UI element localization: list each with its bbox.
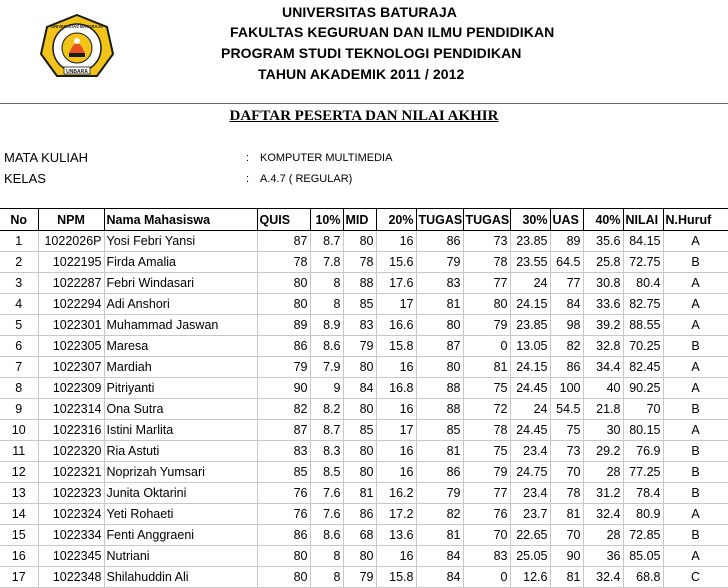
cell-nilai: 78.4: [623, 483, 663, 504]
cell-no: 11: [0, 441, 38, 462]
cell-quis-pct: 8.6: [310, 525, 343, 546]
col-header-mid-pct: 20%: [376, 209, 416, 231]
cell-nhuruf: A: [663, 420, 728, 441]
col-header-uas-pct: 40%: [583, 209, 623, 231]
cell-mid: 86: [343, 504, 376, 525]
cell-quis-pct: 7.8: [310, 252, 343, 273]
cell-quis-pct: 8.7: [310, 420, 343, 441]
cell-mid-pct: 15.8: [376, 567, 416, 588]
cell-nama: Mardiah: [104, 357, 257, 378]
cell-tugas-1: 81: [416, 441, 463, 462]
cell-quis-pct: 8.7: [310, 231, 343, 252]
cell-npm: 1022314: [38, 399, 104, 420]
cell-tugas-pct: 23.55: [510, 252, 550, 273]
cell-mid-pct: 16: [376, 441, 416, 462]
cell-mid-pct: 13.6: [376, 525, 416, 546]
cell-mid-pct: 16: [376, 462, 416, 483]
cell-no: 1: [0, 231, 38, 252]
cell-nhuruf: A: [663, 273, 728, 294]
cell-nhuruf: B: [663, 336, 728, 357]
cell-quis: 76: [257, 483, 310, 504]
cell-uas-pct: 29.2: [583, 441, 623, 462]
cell-uas: 100: [550, 378, 583, 399]
grades-table: [0, 208, 728, 588]
cell-nama: Noprizah Yumsari: [104, 462, 257, 483]
cell-nilai: 90.25: [623, 378, 663, 399]
cell-npm: 1022026P: [38, 231, 104, 252]
cell-tugas-pct: 24: [510, 399, 550, 420]
cell-uas-pct: 32.4: [583, 567, 623, 588]
cell-tugas-1: 82: [416, 504, 463, 525]
cell-mid-pct: 17: [376, 420, 416, 441]
cell-no: 2: [0, 252, 38, 273]
cell-quis: 83: [257, 441, 310, 462]
cell-tugas-2: 79: [463, 462, 510, 483]
cell-uas: 86: [550, 357, 583, 378]
cell-uas: 78: [550, 483, 583, 504]
cell-tugas-pct: 23.85: [510, 231, 550, 252]
table-row: [0, 525, 728, 546]
col-header-no: No: [0, 209, 38, 231]
cell-nilai: 80.15: [623, 420, 663, 441]
cell-mid: 80: [343, 546, 376, 567]
cell-nilai: 77.25: [623, 462, 663, 483]
cell-uas: 98: [550, 315, 583, 336]
cell-nama: Maresa: [104, 336, 257, 357]
cell-quis: 80: [257, 294, 310, 315]
cell-nilai: 80.4: [623, 273, 663, 294]
cell-mid: 81: [343, 483, 376, 504]
cell-quis: 86: [257, 525, 310, 546]
cell-tugas-1: 84: [416, 567, 463, 588]
cell-nilai: 82.75: [623, 294, 663, 315]
cell-mid-pct: 16: [376, 357, 416, 378]
cell-nhuruf: B: [663, 252, 728, 273]
cell-uas: 77: [550, 273, 583, 294]
cell-nhuruf: A: [663, 378, 728, 399]
cell-nhuruf: A: [663, 231, 728, 252]
cell-tugas-pct: 24.75: [510, 462, 550, 483]
cell-tugas-2: 81: [463, 357, 510, 378]
table-row: [0, 357, 728, 378]
cell-nama: Yeti Rohaeti: [104, 504, 257, 525]
cell-nama: Adi Anshori: [104, 294, 257, 315]
col-header-uas: UAS: [550, 209, 583, 231]
table-row: [0, 294, 728, 315]
col-header-npm: NPM: [38, 209, 104, 231]
cell-uas: 64.5: [550, 252, 583, 273]
cell-mid-pct: 16.2: [376, 483, 416, 504]
cell-npm: 1022309: [38, 378, 104, 399]
cell-nilai: 68.8: [623, 567, 663, 588]
cell-uas-pct: 34.4: [583, 357, 623, 378]
cell-mid: 80: [343, 399, 376, 420]
cell-mid-pct: 17.6: [376, 273, 416, 294]
cell-uas: 81: [550, 504, 583, 525]
cell-quis-pct: 8: [310, 567, 343, 588]
cell-npm: 1022307: [38, 357, 104, 378]
cell-mid: 80: [343, 231, 376, 252]
cell-nhuruf: C: [663, 567, 728, 588]
cell-quis-pct: 8.5: [310, 462, 343, 483]
table-row: [0, 483, 728, 504]
table-row: [0, 441, 728, 462]
cell-nama: Shilahuddin Ali: [104, 567, 257, 588]
cell-tugas-pct: 23.85: [510, 315, 550, 336]
cell-tugas-1: 88: [416, 399, 463, 420]
academic-year: TAHUN AKADEMIK 2011 / 2012: [258, 66, 465, 82]
cell-no: 17: [0, 567, 38, 588]
cell-nilai: 70: [623, 399, 663, 420]
cell-uas: 75: [550, 420, 583, 441]
cell-uas: 89: [550, 231, 583, 252]
cell-tugas-1: 81: [416, 525, 463, 546]
cell-tugas-pct: 23.4: [510, 483, 550, 504]
cell-tugas-pct: 23.7: [510, 504, 550, 525]
cell-nhuruf: A: [663, 546, 728, 567]
cell-quis: 80: [257, 546, 310, 567]
page-title: DAFTAR PESERTA DAN NILAI AKHIR: [229, 108, 499, 124]
cell-nama: Firda Amalia: [104, 252, 257, 273]
cell-mid-pct: 16.8: [376, 378, 416, 399]
cell-tugas-2: 77: [463, 273, 510, 294]
cell-mid: 78: [343, 252, 376, 273]
cell-mid-pct: 15.6: [376, 252, 416, 273]
program-name: PROGRAM STUDI TEKNOLOGI PENDIDIKAN: [221, 45, 522, 61]
cell-nama: Pitriyanti: [104, 378, 257, 399]
cell-quis: 87: [257, 231, 310, 252]
table-row: [0, 399, 728, 420]
cell-quis-pct: 7.6: [310, 483, 343, 504]
cell-no: 10: [0, 420, 38, 441]
cell-nilai: 85.05: [623, 546, 663, 567]
cell-quis-pct: 8.6: [310, 336, 343, 357]
document-header: [0, 0, 728, 104]
logo-university-text: UNIVERSITAS BATURAJA: [51, 24, 103, 29]
cell-tugas-2: 78: [463, 420, 510, 441]
cell-tugas-2: 76: [463, 504, 510, 525]
table-row: [0, 567, 728, 588]
cell-tugas-2: 75: [463, 378, 510, 399]
cell-quis-pct: 8: [310, 294, 343, 315]
cell-quis-pct: 8.3: [310, 441, 343, 462]
cell-tugas-1: 79: [416, 252, 463, 273]
cell-nama: Nutriani: [104, 546, 257, 567]
header-divider: [0, 103, 728, 104]
cell-tugas-pct: 24: [510, 273, 550, 294]
cell-tugas-pct: 24.15: [510, 357, 550, 378]
cell-tugas-pct: 24.45: [510, 378, 550, 399]
col-header-nama: Nama Mahasiswa: [104, 209, 257, 231]
cell-mid: 80: [343, 357, 376, 378]
table-row: [0, 420, 728, 441]
university-name: UNIVERSITAS BATURAJA: [282, 4, 457, 20]
kelas-label: KELAS: [4, 171, 46, 186]
cell-mid-pct: 16: [376, 546, 416, 567]
cell-uas-pct: 31.2: [583, 483, 623, 504]
cell-uas: 90: [550, 546, 583, 567]
cell-tugas-pct: 25.05: [510, 546, 550, 567]
cell-nama: Ria Astuti: [104, 441, 257, 462]
cell-no: 15: [0, 525, 38, 546]
cell-nhuruf: B: [663, 525, 728, 546]
cell-mid: 80: [343, 462, 376, 483]
cell-npm: 1022323: [38, 483, 104, 504]
col-header-nhuruf: N.Huruf: [663, 209, 728, 231]
col-header-tugas-pct: 30%: [510, 209, 550, 231]
cell-tugas-2: 78: [463, 252, 510, 273]
cell-nama: Febri Windasari: [104, 273, 257, 294]
cell-npm: 1022294: [38, 294, 104, 315]
cell-mid: 79: [343, 336, 376, 357]
cell-uas: 70: [550, 525, 583, 546]
cell-mid: 79: [343, 567, 376, 588]
cell-quis: 85: [257, 462, 310, 483]
cell-tugas-2: 70: [463, 525, 510, 546]
faculty-name: FAKULTAS KEGURUAN DAN ILMU PENDIDIKAN: [230, 24, 555, 40]
cell-no: 7: [0, 357, 38, 378]
table-row: [0, 273, 728, 294]
col-header-quis: QUIS: [257, 209, 310, 231]
cell-nilai: 88.55: [623, 315, 663, 336]
cell-nama: Fenti Anggraeni: [104, 525, 257, 546]
cell-tugas-pct: 12.6: [510, 567, 550, 588]
cell-uas: 82: [550, 336, 583, 357]
kelas-colon: :: [246, 173, 250, 185]
logo-unbara-text: UNBARA: [66, 69, 88, 75]
cell-uas-pct: 28: [583, 525, 623, 546]
cell-npm: 1022287: [38, 273, 104, 294]
cell-no: 6: [0, 336, 38, 357]
cell-npm: 1022324: [38, 504, 104, 525]
cell-nama: Yosi Febri Yansi: [104, 231, 257, 252]
cell-quis: 80: [257, 567, 310, 588]
table-row: [0, 462, 728, 483]
cell-npm: 1022345: [38, 546, 104, 567]
cell-nhuruf: A: [663, 315, 728, 336]
university-logo: [39, 14, 115, 82]
cell-no: 3: [0, 273, 38, 294]
cell-tugas-1: 87: [416, 336, 463, 357]
cell-mid: 84: [343, 378, 376, 399]
cell-mid: 85: [343, 420, 376, 441]
cell-quis-pct: 8.9: [310, 315, 343, 336]
cell-tugas-2: 72: [463, 399, 510, 420]
cell-quis: 90: [257, 378, 310, 399]
cell-uas-pct: 21.8: [583, 399, 623, 420]
cell-nilai: 70.25: [623, 336, 663, 357]
cell-uas-pct: 35.6: [583, 231, 623, 252]
cell-quis-pct: 7.9: [310, 357, 343, 378]
cell-nilai: 72.85: [623, 525, 663, 546]
col-header-quis-pct: 10%: [310, 209, 343, 231]
cell-no: 5: [0, 315, 38, 336]
cell-uas: 84: [550, 294, 583, 315]
cell-no: 4: [0, 294, 38, 315]
cell-quis-pct: 9: [310, 378, 343, 399]
cell-nilai: 72.75: [623, 252, 663, 273]
cell-uas: 70: [550, 462, 583, 483]
table-row: [0, 315, 728, 336]
cell-tugas-2: 79: [463, 315, 510, 336]
cell-quis: 86: [257, 336, 310, 357]
cell-quis-pct: 7.6: [310, 504, 343, 525]
table-row: [0, 546, 728, 567]
cell-nama: Muhammad Jaswan: [104, 315, 257, 336]
cell-mid-pct: 16.6: [376, 315, 416, 336]
cell-mid: 83: [343, 315, 376, 336]
table-row: [0, 378, 728, 399]
cell-uas-pct: 36: [583, 546, 623, 567]
cell-npm: 1022305: [38, 336, 104, 357]
cell-uas: 81: [550, 567, 583, 588]
table-row: [0, 252, 728, 273]
cell-nilai: 80.9: [623, 504, 663, 525]
cell-nilai: 76.9: [623, 441, 663, 462]
cell-tugas-2: 73: [463, 231, 510, 252]
cell-nhuruf: A: [663, 504, 728, 525]
cell-nama: Istini Marlita: [104, 420, 257, 441]
col-header-nilai: NILAI: [623, 209, 663, 231]
cell-tugas-2: 80: [463, 294, 510, 315]
cell-nhuruf: B: [663, 462, 728, 483]
cell-quis: 87: [257, 420, 310, 441]
cell-uas-pct: 28: [583, 462, 623, 483]
cell-nhuruf: B: [663, 441, 728, 462]
cell-tugas-1: 86: [416, 462, 463, 483]
cell-nhuruf: A: [663, 357, 728, 378]
cell-tugas-pct: 22.65: [510, 525, 550, 546]
cell-uas-pct: 32.8: [583, 336, 623, 357]
cell-tugas-1: 79: [416, 483, 463, 504]
cell-mid-pct: 17: [376, 294, 416, 315]
cell-npm: 1022348: [38, 567, 104, 588]
cell-quis-pct: 8: [310, 546, 343, 567]
cell-nhuruf: B: [663, 483, 728, 504]
cell-tugas-2: 83: [463, 546, 510, 567]
cell-npm: 1022301: [38, 315, 104, 336]
cell-tugas-2: 77: [463, 483, 510, 504]
col-header-tugas-2: TUGAS: [463, 209, 510, 231]
cell-quis: 79: [257, 357, 310, 378]
cell-uas: 73: [550, 441, 583, 462]
cell-tugas-1: 84: [416, 546, 463, 567]
kelas-value: A.4.7 ( REGULAR): [260, 173, 353, 185]
cell-tugas-2: 0: [463, 567, 510, 588]
cell-tugas-pct: 24.45: [510, 420, 550, 441]
cell-nhuruf: A: [663, 294, 728, 315]
cell-nilai: 82.45: [623, 357, 663, 378]
cell-tugas-pct: 24.15: [510, 294, 550, 315]
mata-kuliah-colon: :: [246, 152, 250, 164]
cell-npm: 1022334: [38, 525, 104, 546]
cell-nama: Junita Oktarini: [104, 483, 257, 504]
cell-uas-pct: 40: [583, 378, 623, 399]
cell-uas-pct: 33.6: [583, 294, 623, 315]
cell-nilai: 84.15: [623, 231, 663, 252]
cell-tugas-2: 75: [463, 441, 510, 462]
cell-uas: 54.5: [550, 399, 583, 420]
cell-no: 8: [0, 378, 38, 399]
cell-nhuruf: B: [663, 399, 728, 420]
cell-quis-pct: 8: [310, 273, 343, 294]
cell-mid-pct: 15.8: [376, 336, 416, 357]
cell-tugas-1: 86: [416, 231, 463, 252]
cell-mid: 88: [343, 273, 376, 294]
cell-tugas-1: 85: [416, 420, 463, 441]
cell-quis: 76: [257, 504, 310, 525]
col-header-mid: MID: [343, 209, 376, 231]
cell-uas-pct: 30.8: [583, 273, 623, 294]
cell-tugas-1: 81: [416, 294, 463, 315]
cell-mid-pct: 17.2: [376, 504, 416, 525]
mata-kuliah-label: MATA KULIAH: [4, 150, 89, 165]
cell-nama: Ona Sutra: [104, 399, 257, 420]
cell-tugas-pct: 23.4: [510, 441, 550, 462]
cell-quis: 82: [257, 399, 310, 420]
cell-no: 9: [0, 399, 38, 420]
cell-npm: 1022320: [38, 441, 104, 462]
cell-tugas-2: 0: [463, 336, 510, 357]
cell-npm: 1022195: [38, 252, 104, 273]
cell-uas-pct: 25.8: [583, 252, 623, 273]
cell-quis: 78: [257, 252, 310, 273]
cell-uas-pct: 32.4: [583, 504, 623, 525]
cell-quis-pct: 8.2: [310, 399, 343, 420]
table-row: [0, 504, 728, 525]
cell-npm: 1022321: [38, 462, 104, 483]
cell-tugas-1: 80: [416, 315, 463, 336]
cell-tugas-1: 88: [416, 378, 463, 399]
cell-mid-pct: 16: [376, 231, 416, 252]
cell-tugas-1: 80: [416, 357, 463, 378]
cell-mid-pct: 16: [376, 399, 416, 420]
col-header-tugas-1: TUGAS: [416, 209, 463, 231]
table-row: [0, 336, 728, 357]
cell-no: 12: [0, 462, 38, 483]
cell-mid: 80: [343, 441, 376, 462]
cell-no: 16: [0, 546, 38, 567]
cell-uas-pct: 39.2: [583, 315, 623, 336]
cell-quis: 89: [257, 315, 310, 336]
table-row: [0, 231, 728, 252]
cell-tugas-pct: 13.05: [510, 336, 550, 357]
cell-uas-pct: 30: [583, 420, 623, 441]
cell-quis: 80: [257, 273, 310, 294]
mata-kuliah-value: KOMPUTER MULTIMEDIA: [260, 152, 393, 164]
cell-mid: 68: [343, 525, 376, 546]
cell-tugas-1: 83: [416, 273, 463, 294]
cell-no: 14: [0, 504, 38, 525]
cell-mid: 85: [343, 294, 376, 315]
cell-npm: 1022316: [38, 420, 104, 441]
table-header-row: [0, 209, 728, 231]
cell-no: 13: [0, 483, 38, 504]
